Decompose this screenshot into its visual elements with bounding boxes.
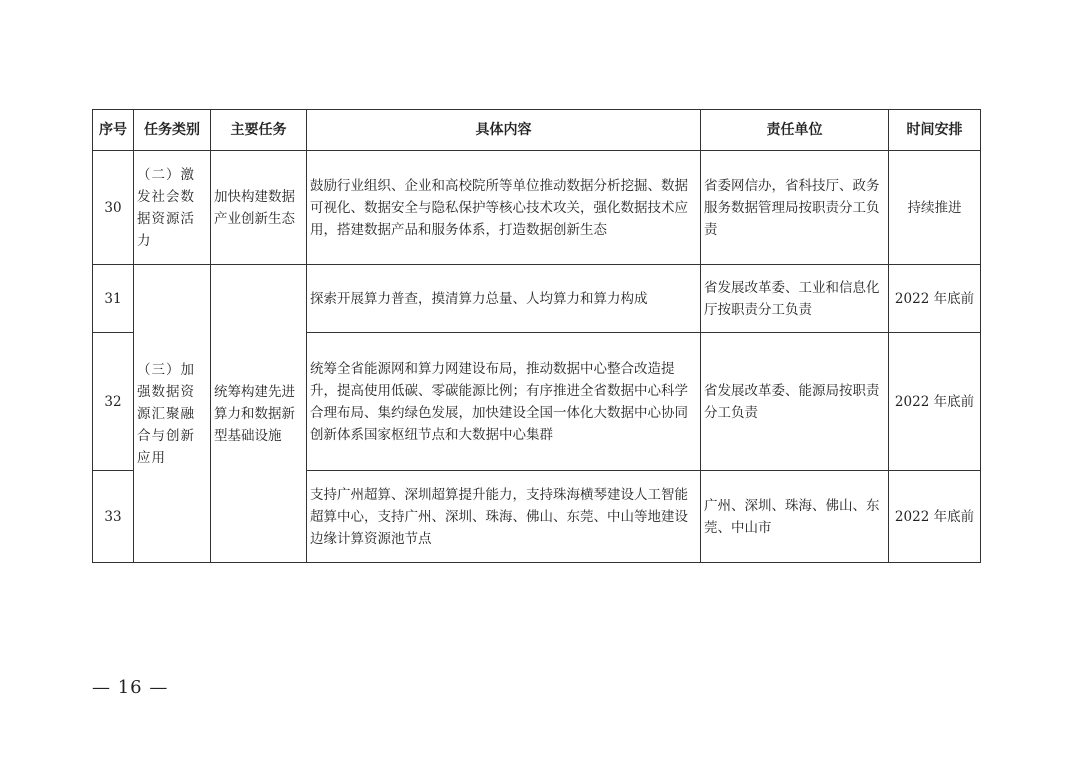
cell-content: 鼓励行业组织、企业和高校院所等单位推动数据分析挖掘、数据可视化、数据安全与隐私保护等核心技术攻关，强化数据技术应用，搭建数据产品和服务体系，打造数据创新生态 xyxy=(307,151,701,265)
cell-category: （三）加强数据资源汇聚融合与创新应用 xyxy=(134,265,211,563)
table-header-row xyxy=(93,110,981,151)
table-row xyxy=(93,151,981,265)
task-table xyxy=(92,109,981,563)
cell-serial: 33 xyxy=(93,471,134,563)
cell-schedule: 2022 年底前 xyxy=(889,265,981,333)
cell-schedule: 2022 年底前 xyxy=(889,471,981,563)
header-schedule: 时间安排 xyxy=(889,110,981,151)
table-row xyxy=(93,265,981,333)
page-number: — 16 — xyxy=(92,677,169,698)
cell-content: 统筹全省能源网和算力网建设布局，推动数据中心整合改造提升，提高使用低碳、零碳能源比例；有序推进全省数据中心科学合理布局、集约绿色发展，加快建设全国一体化大数据中心协同创新体系国家枢纽节点和大数据中心集群 xyxy=(307,333,701,471)
cell-serial: 31 xyxy=(93,265,134,333)
cell-responsible-unit: 省发展改革委、工业和信息化厅按职责分工负责 xyxy=(701,265,889,333)
cell-content: 支持广州超算、深圳超算提升能力，支持珠海横琴建设人工智能超算中心，支持广州、深圳、珠海、佛山、东莞、中山等地建设边缘计算资源池节点 xyxy=(307,471,701,563)
cell-main-task: 加快构建数据产业创新生态 xyxy=(211,151,307,265)
header-main-task: 主要任务 xyxy=(211,110,307,151)
cell-main-task: 统筹构建先进算力和数据新型基础设施 xyxy=(211,265,307,563)
cell-serial: 32 xyxy=(93,333,134,471)
header-serial: 序号 xyxy=(93,110,134,151)
header-content: 具体内容 xyxy=(307,110,701,151)
cell-serial: 30 xyxy=(93,151,134,265)
cell-responsible-unit: 省委网信办，省科技厅、政务服务数据管理局按职责分工负责 xyxy=(701,151,889,265)
cell-category: （二）激发社会数据资源活力 xyxy=(134,151,211,265)
cell-content: 探索开展算力普查，摸清算力总量、人均算力和算力构成 xyxy=(307,265,701,333)
cell-responsible-unit: 省发展改革委、能源局按职责分工负责 xyxy=(701,333,889,471)
cell-responsible-unit: 广州、深圳、珠海、佛山、东莞、中山市 xyxy=(701,471,889,563)
header-category: 任务类别 xyxy=(134,110,211,151)
header-responsible-unit: 责任单位 xyxy=(701,110,889,151)
cell-schedule: 2022 年底前 xyxy=(889,333,981,471)
cell-schedule: 持续推进 xyxy=(889,151,981,265)
